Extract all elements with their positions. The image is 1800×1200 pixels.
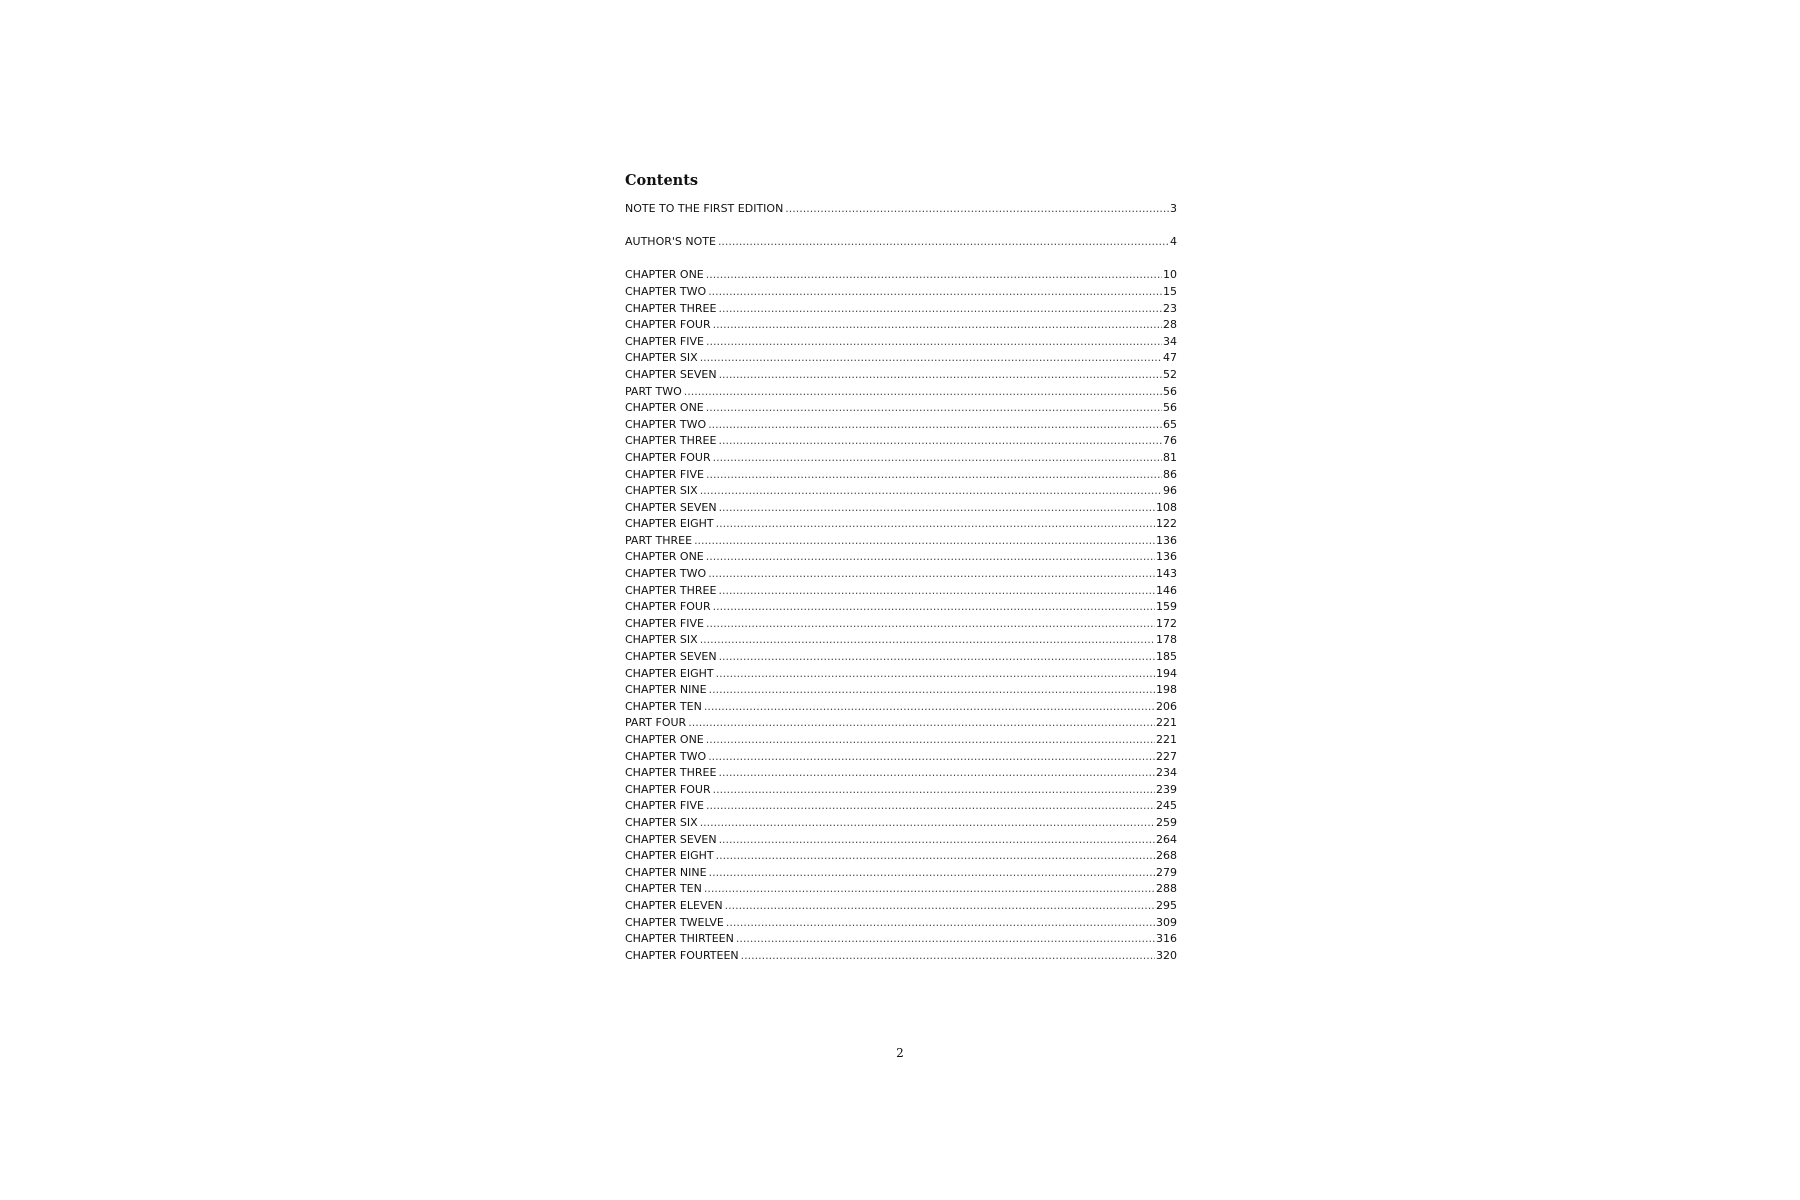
- toc-dot-leader: [706, 267, 1162, 284]
- toc-entry-label: CHAPTER FIVE: [625, 616, 704, 630]
- toc-entry-page: 221: [1156, 716, 1177, 730]
- toc-entry[interactable]: [625, 367, 1177, 384]
- toc-entry-page: 3: [1170, 202, 1177, 215]
- toc-entry-page: 259: [1156, 815, 1177, 829]
- toc-entry-page: 245: [1156, 799, 1177, 813]
- toc-entry-authors-note[interactable]: [625, 234, 1177, 251]
- toc-entry-label: CHAPTER FIVE: [625, 334, 704, 348]
- toc-entry-page: 81: [1163, 450, 1177, 464]
- toc-entry-label: CHAPTER TWO: [625, 284, 707, 298]
- toc-dot-leader: [706, 467, 1162, 484]
- toc-entry-page: 221: [1156, 733, 1177, 746]
- toc-entry-page: 268: [1156, 849, 1177, 863]
- toc-entry[interactable]: [625, 549, 1177, 566]
- toc-entry-label: CHAPTER TEN: [625, 882, 702, 896]
- toc-dot-leader: [713, 782, 1155, 799]
- toc-entry-page: 194: [1156, 666, 1177, 680]
- toc-entry-label: CHAPTER TEN: [625, 699, 702, 713]
- toc-entry[interactable]: [625, 898, 1177, 915]
- toc-entry[interactable]: [625, 417, 1177, 434]
- toc-entry-page: 76: [1163, 434, 1177, 448]
- toc-entry[interactable]: [625, 616, 1177, 633]
- toc-entry-page: 264: [1156, 832, 1177, 846]
- toc-entry-page: 136: [1156, 550, 1177, 564]
- toc-entry-page: 47: [1163, 351, 1177, 365]
- toc-entry-list: [625, 267, 1177, 964]
- toc-entry-label: CHAPTER FOUR: [625, 600, 711, 614]
- toc-entry-page: 23: [1163, 301, 1177, 315]
- toc-entry-label: CHAPTER THREE: [625, 766, 717, 780]
- toc-entry[interactable]: [625, 317, 1177, 334]
- toc-entry[interactable]: [625, 433, 1177, 450]
- toc-entry[interactable]: [625, 350, 1177, 367]
- toc-entry[interactable]: [625, 516, 1177, 533]
- toc-entry-label: CHAPTER ONE: [625, 550, 704, 564]
- toc-entry[interactable]: [625, 450, 1177, 467]
- toc-dot-leader: [718, 765, 1155, 782]
- toc-entry-label: CHAPTER FOUR: [625, 782, 711, 796]
- toc-dot-leader: [706, 549, 1155, 566]
- toc-dot-leader: [719, 500, 1155, 517]
- toc-entry[interactable]: [625, 467, 1177, 484]
- toc-entry-page: 146: [1156, 583, 1177, 597]
- toc-entry[interactable]: [625, 666, 1177, 683]
- page-number: 2: [896, 1046, 904, 1060]
- toc-entry-page: 10: [1163, 268, 1177, 282]
- toc-entry-note-first-edition[interactable]: [625, 201, 1177, 218]
- toc-entry-label: NOTE TO THE FIRST EDITION: [625, 202, 784, 215]
- toc-entry-page: 178: [1156, 633, 1177, 647]
- toc-entry-label: CHAPTER ONE: [625, 733, 704, 746]
- toc-entry-page: 108: [1156, 500, 1177, 514]
- toc-entry-page: 172: [1156, 616, 1177, 630]
- toc-dot-leader: [700, 483, 1162, 500]
- toc-entry[interactable]: [625, 832, 1177, 849]
- toc-dot-leader: [713, 317, 1162, 334]
- toc-dot-leader: [706, 732, 1155, 749]
- toc-entry[interactable]: [625, 334, 1177, 351]
- toc-entry-label: PART THREE: [625, 533, 693, 547]
- toc-entry[interactable]: [625, 483, 1177, 500]
- toc-dot-leader: [741, 948, 1155, 965]
- toc-entry-page: 159: [1156, 600, 1177, 614]
- toc-dot-leader: [700, 815, 1155, 832]
- toc-entry-page: 96: [1163, 484, 1177, 498]
- toc-entry-label: CHAPTER SEVEN: [625, 650, 717, 664]
- toc-entry-page: 185: [1156, 650, 1177, 664]
- toc-entry[interactable]: [625, 599, 1177, 616]
- toc-entry-label: CHAPTER SIX: [625, 351, 698, 365]
- toc-entry-label: CHAPTER EIGHT: [625, 666, 714, 680]
- toc-entry-page: 34: [1163, 334, 1177, 348]
- toc-dot-leader: [704, 699, 1155, 716]
- toc-entry[interactable]: [625, 267, 1177, 284]
- toc-entry-label: CHAPTER TWO: [625, 417, 707, 431]
- toc-entry-page: 198: [1156, 683, 1177, 697]
- toc-entry[interactable]: [625, 682, 1177, 699]
- toc-entry-label: CHAPTER FOUR: [625, 450, 711, 464]
- toc-dot-leader: [725, 898, 1155, 915]
- toc-dot-leader: [700, 350, 1162, 367]
- toc-entry-label: CHAPTER SEVEN: [625, 832, 717, 846]
- toc-entry-page: 86: [1163, 467, 1177, 481]
- toc-dot-leader: [704, 881, 1155, 898]
- toc-entry-page: 56: [1163, 401, 1177, 415]
- toc-entry[interactable]: [625, 848, 1177, 865]
- toc-dot-leader: [708, 284, 1162, 301]
- toc-entry[interactable]: [625, 765, 1177, 782]
- toc-entry-label: PART TWO: [625, 384, 682, 398]
- toc-entry[interactable]: [625, 798, 1177, 815]
- toc-entry-label: CHAPTER ONE: [625, 268, 704, 282]
- toc-entry-page: 28: [1163, 318, 1177, 332]
- toc-entry-label: CHAPTER NINE: [625, 683, 707, 697]
- toc-entry-label: CHAPTER THIRTEEN: [625, 932, 734, 946]
- toc-entry[interactable]: [625, 649, 1177, 666]
- toc-entry-label: CHAPTER SEVEN: [625, 367, 717, 381]
- toc-dot-leader: [716, 848, 1155, 865]
- toc-entry-page: 227: [1156, 749, 1177, 763]
- toc-dot-leader: [719, 649, 1155, 666]
- toc-entry-label: CHAPTER SIX: [625, 633, 698, 647]
- toc-entry[interactable]: [625, 931, 1177, 948]
- toc-entry[interactable]: [625, 284, 1177, 301]
- toc-dot-leader: [708, 417, 1162, 434]
- toc-entry-page: 279: [1156, 865, 1177, 879]
- toc-entry-label: CHAPTER ONE: [625, 401, 704, 415]
- toc-dot-leader: [713, 450, 1162, 467]
- toc-entry-label: CHAPTER THREE: [625, 583, 717, 597]
- toc-entry-page: 15: [1163, 284, 1177, 298]
- toc-entry-label: CHAPTER TWO: [625, 567, 707, 581]
- toc-entry[interactable]: [625, 815, 1177, 832]
- toc-entry-page: 206: [1156, 699, 1177, 713]
- toc-entry-label: PART FOUR: [625, 716, 687, 730]
- toc-dot-leader: [684, 384, 1162, 401]
- toc-dot-leader: [726, 915, 1155, 932]
- toc-entry[interactable]: [625, 583, 1177, 600]
- toc-entry-label: CHAPTER SIX: [625, 815, 698, 829]
- toc-dot-leader: [719, 367, 1162, 384]
- toc-entry-page: 65: [1163, 417, 1177, 431]
- toc-dot-leader: [700, 632, 1155, 649]
- toc-entry-page: 239: [1156, 782, 1177, 796]
- toc-entry-label: CHAPTER EIGHT: [625, 849, 714, 863]
- toc-entry-page: 122: [1156, 517, 1177, 531]
- toc-entry-page: 316: [1156, 932, 1177, 946]
- toc-dot-leader: [706, 798, 1155, 815]
- toc-entry[interactable]: [625, 301, 1177, 318]
- toc-entry-label: CHAPTER FOUR: [625, 318, 711, 332]
- toc-entry[interactable]: [625, 881, 1177, 898]
- toc-entry-page: 56: [1163, 384, 1177, 398]
- toc-entry[interactable]: [625, 715, 1177, 732]
- toc-entry-page: 288: [1156, 882, 1177, 896]
- toc-entry-label: CHAPTER TWELVE: [625, 915, 724, 929]
- toc-entry[interactable]: [625, 782, 1177, 799]
- toc-dot-leader: [709, 865, 1155, 882]
- toc-entry-page: 52: [1163, 367, 1177, 381]
- toc-entry-page: 4: [1170, 235, 1177, 249]
- toc-title: Contents: [625, 172, 699, 189]
- toc-entry-label: CHAPTER TWO: [625, 749, 707, 763]
- toc-dot-leader: [694, 533, 1155, 550]
- toc-entry-page: 143: [1156, 567, 1177, 581]
- toc-dot-leader: [708, 566, 1155, 583]
- toc-entry-page: 320: [1156, 948, 1177, 962]
- toc-dot-leader: [718, 234, 1169, 251]
- toc-entry-page: 309: [1156, 915, 1177, 929]
- toc-dot-leader: [706, 334, 1162, 351]
- toc-entry[interactable]: [625, 566, 1177, 583]
- toc-dot-leader: [706, 400, 1162, 417]
- toc-entry[interactable]: [625, 865, 1177, 882]
- toc-entry-label: CHAPTER ELEVEN: [625, 898, 723, 912]
- toc-dot-leader: [709, 682, 1155, 699]
- toc-entry[interactable]: [625, 732, 1177, 749]
- toc-dot-leader: [718, 301, 1162, 318]
- table-of-contents: [625, 170, 1177, 964]
- toc-dot-leader: [688, 715, 1155, 732]
- toc-entry[interactable]: [625, 915, 1177, 932]
- toc-entry-label: CHAPTER SIX: [625, 484, 698, 498]
- toc-entry[interactable]: [625, 699, 1177, 716]
- toc-dot-leader: [719, 832, 1155, 849]
- toc-dot-leader: [718, 583, 1155, 600]
- toc-entry-label: CHAPTER NINE: [625, 865, 707, 879]
- toc-dot-leader: [718, 433, 1162, 450]
- toc-entry-label: CHAPTER FIVE: [625, 467, 704, 481]
- toc-entry[interactable]: [625, 500, 1177, 517]
- toc-entry-page: 136: [1156, 533, 1177, 547]
- toc-dot-leader: [736, 931, 1155, 948]
- toc-entry[interactable]: [625, 533, 1177, 550]
- toc-entry-label: AUTHOR'S NOTE: [625, 235, 716, 249]
- toc-entry[interactable]: [625, 632, 1177, 649]
- toc-entry-page: 234: [1156, 766, 1177, 780]
- toc-entry-label: CHAPTER THREE: [625, 434, 717, 448]
- toc-entry-label: CHAPTER SEVEN: [625, 500, 717, 514]
- toc-dot-leader: [708, 749, 1155, 766]
- toc-entry[interactable]: [625, 948, 1177, 965]
- toc-dot-leader: [706, 616, 1155, 633]
- toc-entry-label: CHAPTER FIVE: [625, 799, 704, 813]
- toc-dot-leader: [785, 201, 1169, 218]
- toc-dot-leader: [713, 599, 1155, 616]
- toc-entry-label: CHAPTER THREE: [625, 301, 717, 315]
- toc-entry[interactable]: [625, 749, 1177, 766]
- toc-entry[interactable]: [625, 400, 1177, 417]
- toc-entry-label: CHAPTER FOURTEEN: [625, 948, 739, 962]
- toc-entry[interactable]: [625, 384, 1177, 401]
- toc-dot-leader: [716, 516, 1155, 533]
- toc-entry-label: CHAPTER EIGHT: [625, 517, 714, 531]
- toc-dot-leader: [716, 666, 1155, 683]
- toc-entry-page: 295: [1156, 898, 1177, 912]
